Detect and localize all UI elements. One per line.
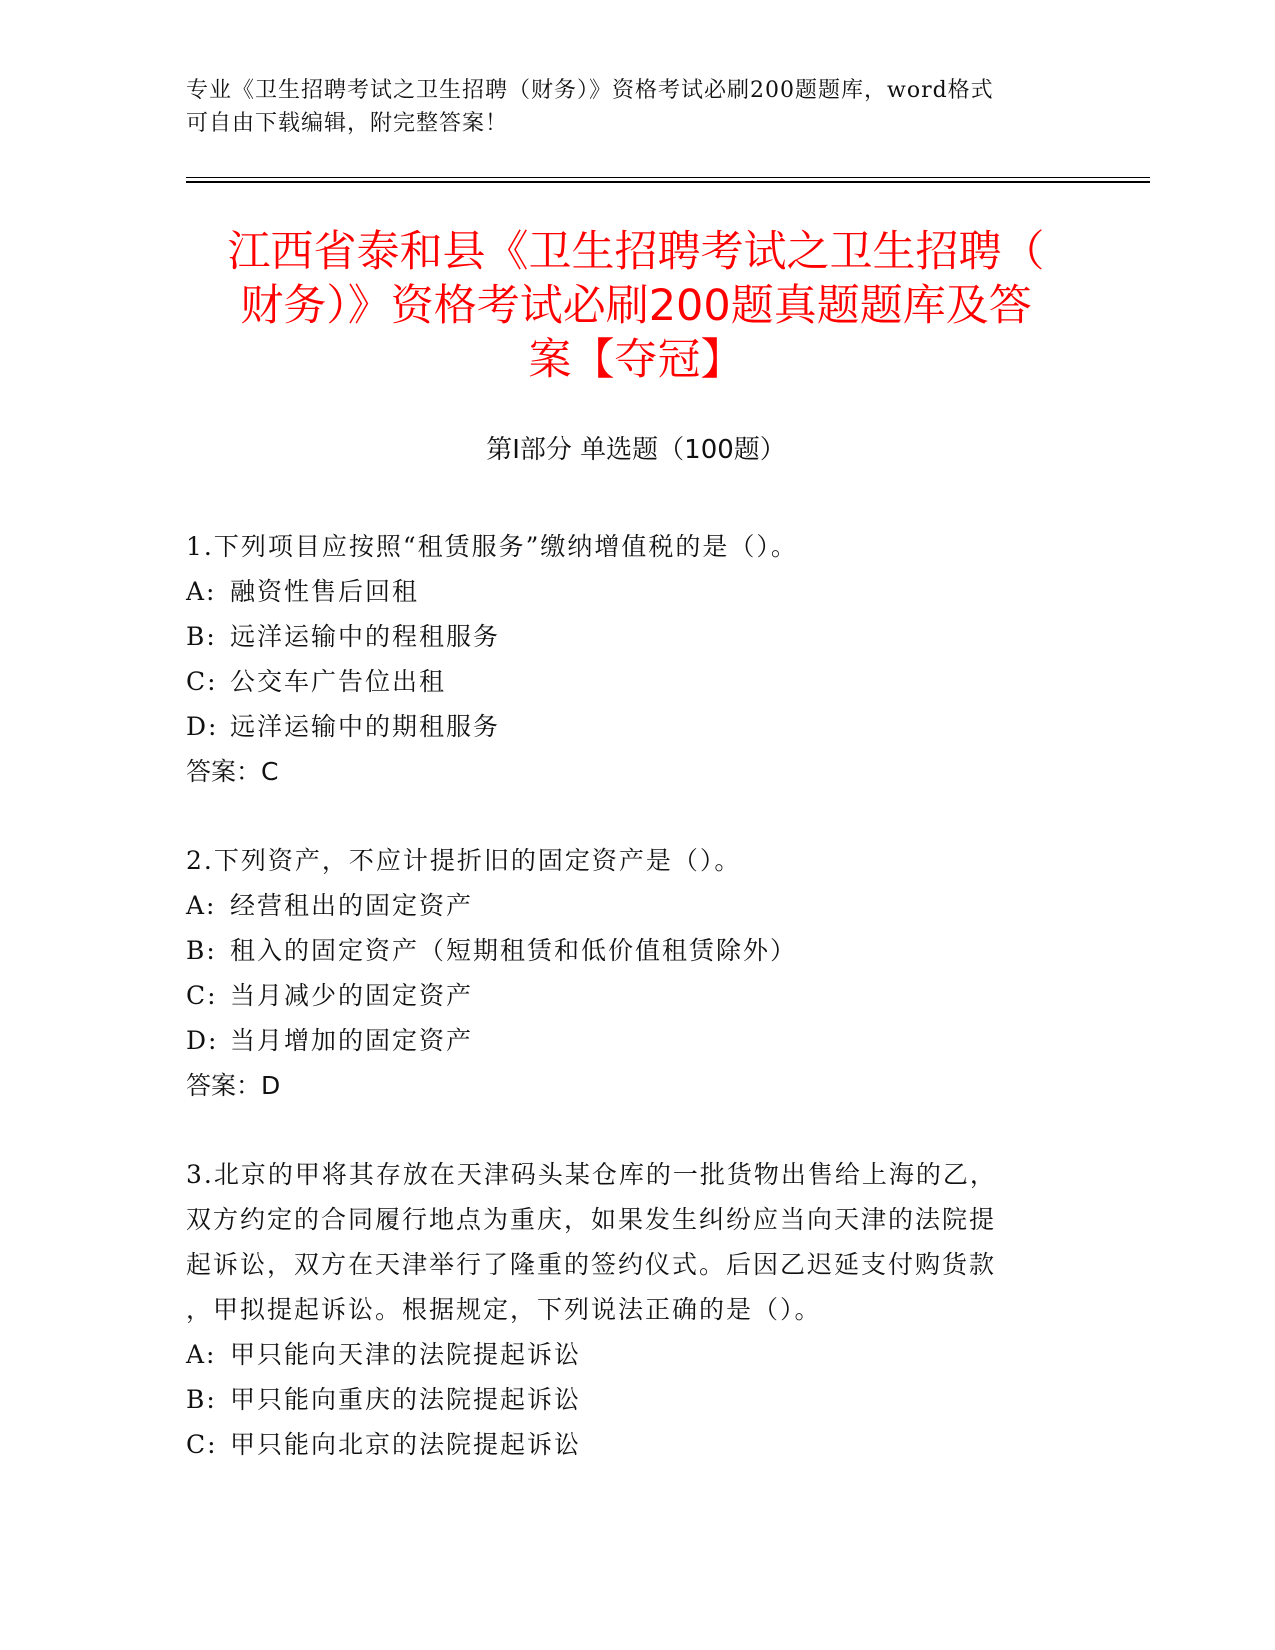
option-a — [186, 883, 1086, 928]
option-key: A: — [186, 891, 217, 920]
option-key: B: — [186, 622, 217, 651]
header-divider-thick — [186, 181, 1150, 183]
question-stem: 双方约定的合同履行地点为重庆，如果发生纠纷应当向天津的法院提 — [186, 1205, 997, 1234]
option-a — [186, 1332, 1086, 1377]
title-line: 财务）》资格考试必刷200题真题题库及答 — [240, 281, 1032, 331]
option-c — [186, 1422, 1086, 1467]
question-stem: 3.北京的甲将其存放在天津码头某仓库的一批货物出售给上海的乙， — [186, 1160, 997, 1189]
option-text: 当月减少的固定资产 — [230, 981, 474, 1010]
option-key: D: — [186, 1026, 219, 1055]
title-line: 江西省泰和县《卫生招聘考试之卫生招聘（ — [227, 227, 1045, 277]
option-d — [186, 704, 1086, 749]
option-text: 甲只能向天津的法院提起诉讼 — [230, 1340, 582, 1369]
option-a — [186, 569, 1086, 614]
title-line: 案【夺冠】 — [528, 335, 744, 385]
answer-line: 答案：C — [186, 757, 279, 786]
question-block — [186, 1152, 1086, 1467]
option-c — [186, 973, 1086, 1018]
option-text: 融资性售后回租 — [230, 577, 420, 606]
option-key: A: — [186, 577, 217, 606]
question-stem: 2.下列资产，不应计提折旧的固定资产是（）。 — [186, 846, 742, 875]
option-text: 远洋运输中的期租服务 — [230, 712, 501, 741]
header-note — [186, 74, 1066, 140]
answer-line: 答案：D — [186, 1071, 281, 1100]
option-key: D: — [186, 712, 219, 741]
header-note-line: 可自由下载编辑，附完整答案！ — [186, 111, 509, 136]
option-b — [186, 1377, 1086, 1422]
option-text: 远洋运输中的程租服务 — [230, 622, 501, 651]
header-divider-thin — [186, 177, 1150, 178]
option-b — [186, 614, 1086, 659]
option-key: C: — [186, 1430, 218, 1459]
option-key: B: — [186, 1385, 217, 1414]
header-note-line: 专业《卫生招聘考试之卫生招聘（财务）》资格考试必刷200题题库，word格式 — [186, 78, 994, 103]
option-text: 经营租出的固定资产 — [230, 891, 474, 920]
question-block — [186, 838, 1086, 1108]
option-text: 公交车广告位出租 — [230, 667, 447, 696]
option-text: 甲只能向北京的法院提起诉讼 — [230, 1430, 582, 1459]
option-b — [186, 928, 1086, 973]
question-stem: 1.下列项目应按照“租赁服务”缴纳增值税的是（）。 — [186, 532, 798, 561]
option-key: A: — [186, 1340, 217, 1369]
option-text: 甲只能向重庆的法院提起诉讼 — [230, 1385, 582, 1414]
option-key: C: — [186, 981, 218, 1010]
question-stem: ，甲拟提起诉讼。根据规定，下列说法正确的是（）。 — [186, 1295, 822, 1324]
section-heading: 第Ⅰ部分 单选题（100题） — [486, 435, 786, 465]
question-stem: 起诉讼，双方在天津举行了隆重的签约仪式。后因乙迟延支付购货款 — [186, 1250, 997, 1279]
option-text: 租入的固定资产（短期租赁和低价值租赁除外） — [230, 936, 798, 965]
option-c — [186, 659, 1086, 704]
question-block — [186, 524, 1086, 794]
option-d — [186, 1018, 1086, 1063]
document-title — [186, 225, 1086, 387]
option-key: C: — [186, 667, 218, 696]
option-key: B: — [186, 936, 217, 965]
option-text: 当月增加的固定资产 — [230, 1026, 474, 1055]
